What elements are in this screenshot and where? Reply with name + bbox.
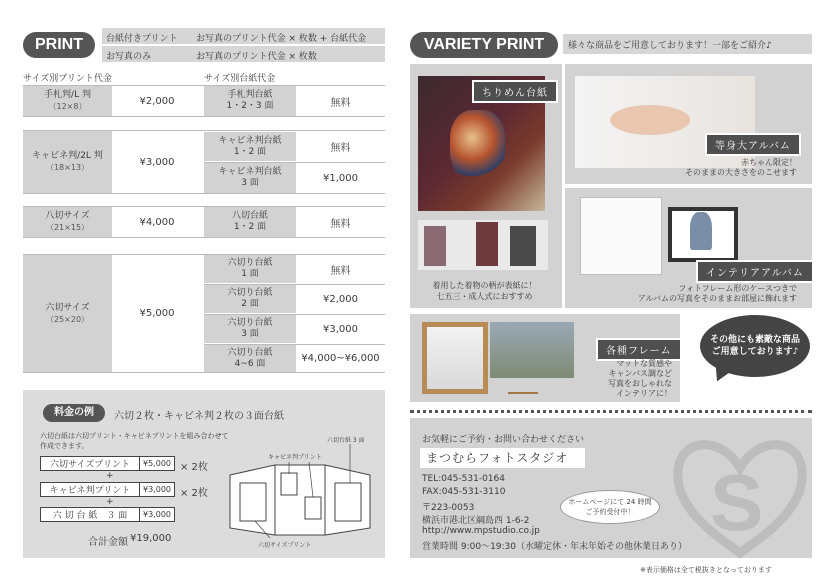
mount-cell [204, 315, 296, 343]
variety-intro: 様々な商品をご用意しております！一部をご紹介♪ [568, 41, 772, 51]
mount-faces: 1 面 [241, 269, 259, 279]
frames-caption-3: 写真をおしゃれな [608, 379, 672, 388]
mount-name: 六切り台紙 [227, 288, 273, 298]
contact-tel: TEL:045-531-0164 [422, 474, 505, 484]
contact-hours: 営業時間 9:00～19:30（水曜定休・年末年始その他休業日あり） [422, 542, 688, 552]
mount-price: ¥4,000~¥6,000 [296, 345, 385, 372]
size-label: キャビネ判/2L 判 [32, 151, 103, 161]
diagram-label-mount: 六切台紙 3 面 [327, 437, 365, 444]
size-price: ¥3,000 [112, 131, 202, 193]
example-qty: × 2枚 [180, 488, 208, 499]
example-item-box: キャビネ判プリント [40, 482, 140, 497]
interior-caption-1: フォトフレーム形のケースつきで [678, 284, 797, 293]
example-price-box: ¥3,000 [139, 482, 175, 497]
size-label: 手札判/L 判 [44, 90, 91, 100]
example-item-box: 六切サイズプリント [40, 456, 140, 471]
mount-faces: 2 面 [241, 299, 259, 309]
plus-sign: + [106, 471, 114, 481]
size-price: ¥5,000 [112, 255, 202, 372]
mount-price: ¥3,000 [296, 315, 385, 343]
mount-name: 八切台紙 [231, 211, 268, 221]
mount-price: ¥2,000 [296, 285, 385, 313]
mount-faces: 3 面 [241, 329, 259, 339]
studio-name: まつむらフォトスタジオ [420, 448, 585, 468]
mount-faces: 1・2 面 [233, 222, 267, 232]
size-cell [23, 86, 112, 116]
mount-cell [204, 163, 296, 193]
mount-name: キャビネ判台紙 [218, 167, 282, 177]
mount-price: 無料 [296, 132, 385, 161]
lifesize-label: 等身大アルバム [705, 133, 801, 156]
diagram-label-cab: キャビネ判プリント [268, 454, 322, 461]
header-row-2-label: お写真のみ [106, 52, 152, 62]
mount-cell [204, 207, 296, 237]
mount-name: 六切り台紙 [227, 318, 273, 328]
right-heading: サイズ別台紙代金 [204, 74, 276, 84]
size-label: 八切サイズ [45, 211, 90, 221]
mount-price: 無料 [296, 86, 385, 116]
example-qty: × 2枚 [180, 462, 208, 473]
contact-fax: FAX:045-531-3110 [422, 487, 506, 497]
mount-name: 六切り台紙 [227, 258, 273, 268]
mount-cell [204, 255, 296, 283]
frames-caption-2: キャンバス調など [608, 369, 672, 378]
child-figure [690, 212, 712, 250]
kimono-pattern [450, 110, 505, 180]
size-dim: （25×20） [45, 314, 90, 324]
bubble-line-1: その他にも素敵な商品 [709, 335, 800, 345]
frame-photo-2 [490, 322, 574, 378]
mount-price: 無料 [296, 255, 385, 283]
size-cell [23, 255, 112, 372]
frames-caption-1: マットな質感や [616, 359, 672, 368]
logo-letter: S [710, 458, 764, 547]
mount-thumb [510, 226, 536, 266]
reserve-bubble [560, 490, 660, 524]
mount-faces: 1・2 面 [233, 146, 267, 157]
lifesize-caption-1: 赤ちゃん限定！ [741, 158, 797, 167]
chirimen-caption-2: 七五三・成人式におすすめ [436, 292, 533, 301]
diagram-label-six: 六切サイズプリント [258, 542, 312, 549]
footnote: ※表示価格は全て税抜きとなっております [640, 566, 772, 574]
mount-faces: 4~6 面 [234, 358, 266, 369]
example-item-box: 六 切 台 紙 ３ 面 [40, 507, 140, 522]
print-title: PRINT [23, 32, 95, 58]
interior-photo-case [580, 197, 662, 275]
mount-thumb [476, 222, 498, 266]
example-note: 六切台紙は六切プリント・キャビネプリントを組み合わせて作成できます。 [40, 432, 229, 450]
reserve-line-1: ホームページにて 24 時間 [568, 498, 652, 506]
example-badge: 料金の例 [43, 404, 105, 422]
mount-name: 手札判台紙 [227, 90, 273, 100]
mount-name: キャビネ判台紙 [218, 135, 282, 146]
contact-zip: 〒223-0053 [422, 503, 475, 513]
total-value: ¥19,000 [130, 533, 172, 544]
total-label: 合計金額 [88, 537, 128, 548]
mount-price: 無料 [296, 207, 385, 237]
example-price-box: ¥3,000 [139, 507, 175, 522]
contact-lead: お気軽にご予約・お問い合わせください [422, 435, 585, 445]
chirimen-caption-1: 着用した着物の柄が表紙に！ [432, 281, 537, 290]
example-price-box: ¥5,000 [139, 456, 175, 471]
mount-cell [204, 86, 296, 116]
size-cell [23, 207, 112, 237]
size-price: ¥2,000 [112, 86, 202, 116]
easel [508, 380, 538, 394]
mount-faces: 1・2・3 面 [226, 101, 274, 111]
mount-cell [204, 345, 296, 372]
header-row-1-value: お写真のプリント代金 × 枚数 + 台紙代金 [196, 34, 367, 44]
plus-sign: + [106, 497, 114, 507]
bubble-line-2: ご用意しております♪ [711, 347, 799, 357]
size-cell [23, 131, 112, 193]
size-dim: （18×13） [45, 163, 90, 172]
reserve-line-2: ご予約受付中！ [585, 508, 635, 516]
header-row-2-value: お写真のプリント代金 × 枚数 [196, 52, 317, 62]
contact-address: 横浜市港北区綱島西 1-6-2 [422, 516, 530, 526]
size-price: ¥4,000 [112, 207, 202, 237]
dotted-divider [410, 410, 812, 413]
frames-caption-4: インテリアに！ [616, 389, 672, 398]
mount-cell [204, 285, 296, 313]
variety-title: VARIETY PRINT [410, 32, 558, 58]
size-label: 六切サイズ [45, 302, 90, 313]
interior-caption-2: アルバムの写真をそのままお部屋に飾れます [637, 294, 797, 303]
header-row-1-label: 台紙付きプリント [106, 34, 178, 44]
baby-figure [610, 105, 690, 135]
example-title: 六切２枚・キャビネ判２枚の３面台紙 [114, 411, 284, 422]
chirimen-label: ちりめん台紙 [472, 80, 558, 103]
mount-thumb [424, 226, 446, 266]
size-dim: （12×8） [48, 102, 87, 111]
interior-label: インテリアアルバム [696, 260, 814, 283]
left-heading: サイズ別プリント代金 [23, 74, 112, 84]
lifesize-caption-2: そのままの大きさをのこせます [685, 168, 797, 177]
contact-url[interactable]: http://www.mpstudio.co.jp [422, 526, 540, 536]
mount-cell [204, 132, 296, 161]
size-dim: （21×15） [45, 223, 90, 232]
mount-name: 六切り台紙 [227, 347, 273, 358]
mount-price: ¥1,000 [296, 163, 385, 193]
frame-photo-1 [422, 322, 488, 394]
mount-faces: 3 面 [241, 178, 259, 188]
frames-label: 各種フレーム [596, 338, 682, 361]
